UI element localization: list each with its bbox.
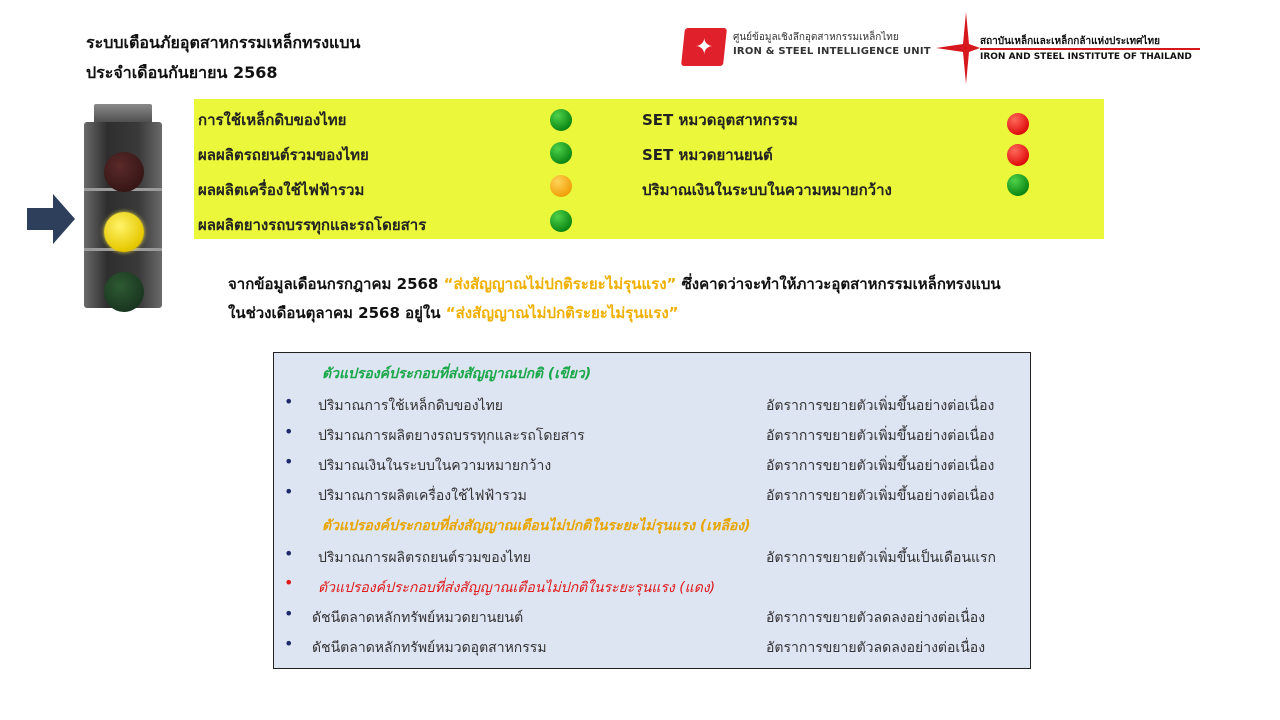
status-dot-green [550,109,572,131]
status-dot-green [550,142,572,164]
red-group-header: ตัวแปรองค์ประกอบที่ส่งสัญญาณเตือนไม่ปกติในระยะรุนแรง (แดง) [318,580,716,596]
yellow-group-header: ตัวแปรองค์ประกอบที่ส่งสัญญาณเตือนไม่ปกติในระยะไม่รุนแรง (เหลือง) [322,518,751,534]
status-dot-red [1007,144,1029,166]
summary-line-1 [228,270,1001,299]
item-value: อัตราการขยายตัวลดลงอย่างต่อเนื่อง [766,610,986,626]
item-value: อัตราการขยายตัวลดลงอย่างต่อเนื่อง [766,640,986,656]
isit-logo [936,12,1206,84]
indicator-label: SET หมวดยานยนต์ [642,146,773,164]
bullet: • [284,634,294,653]
isit-star-icon [936,12,980,84]
traffic-light [84,104,162,308]
item-label: ปริมาณการผลิตยางรถบรรทุกและรถโดยสาร [318,428,585,444]
title-line-2: ประจำเดือนกันยายน 2568 [86,63,278,82]
title-line-1: ระบบเตือนภัยอุตสาหกรรมเหล็กทรงแบน [86,33,361,52]
status-dot-green [1007,174,1029,196]
item-value: อัตราการขยายตัวเพิ่มขึ้นอย่างต่อเนื่อง [766,488,995,504]
arrow-right-icon [27,194,75,244]
red-lamp [104,152,144,192]
green-group-header: ตัวแปรองค์ประกอบที่ส่งสัญญาณปกติ (เขียว) [322,366,592,382]
list-item [274,389,1030,419]
isiu-name-th: ศูนย์ข้อมูลเชิงลึกอุตสาหกรรมเหล็กไทย [733,32,899,43]
item-label: ดัชนีตลาดหลักทรัพย์หมวดอุตสาหกรรม [312,640,547,656]
summary-line-2 [228,299,1001,328]
list-item [274,479,1030,509]
summary-text [228,270,1001,328]
bullet-red: • [284,573,294,592]
green-lamp [104,272,144,312]
bullet: • [284,452,294,471]
yellow-lamp-active [104,212,144,252]
status-dot-orange [550,175,572,197]
bullet: • [284,392,294,411]
indicator-panel [194,99,1104,239]
detail-box [273,352,1031,669]
isiu-name-en: IRON & STEEL INTELLIGENCE UNIT [733,46,931,57]
indicator-label: ผลผลิตรถยนต์รวมของไทย [198,146,369,164]
isit-divider [980,48,1200,50]
indicator-label: SET หมวดอุตสาหกรรม [642,111,798,129]
summary-text-part: จากข้อมูลเดือนกรกฎาคม 2568 [228,275,444,293]
item-value: อัตราการขยายตัวเพิ่มขึ้นอย่างต่อเนื่อง [766,428,995,444]
bullet: • [284,544,294,563]
item-value: อัตราการขยายตัวเพิ่มขึ้นอย่างต่อเนื่อง [766,398,995,414]
item-label: ปริมาณการใช้เหล็กดิบของไทย [318,398,504,414]
item-label: ดัชนีตลาดหลักทรัพย์หมวดยานยนต์ [312,610,524,626]
list-item [274,601,1030,631]
status-dot-red [1007,113,1029,135]
indicator-label: ผลผลิตยางรถบรรทุกและรถโดยสาร [198,216,427,234]
item-label: ปริมาณการผลิตเครื่องใช้ไฟฟ้ารวม [318,488,527,504]
bullet: • [284,422,294,441]
summary-highlight: “ส่งสัญญาณไม่ปกติระยะไม่รุนแรง” [443,275,677,293]
item-value: อัตราการขยายตัวเพิ่มขึ้นอย่างต่อเนื่อง [766,458,995,474]
summary-highlight: “ส่งสัญญาณไม่ปกติระยะไม่รุนแรง” [445,304,679,322]
indicator-label: ปริมาณเงินในระบบในความหมายกว้าง [642,181,892,199]
isit-name-en: IRON AND STEEL INSTITUTE OF THAILAND [980,52,1192,62]
indicator-label: การใช้เหล็กดิบของไทย [198,111,347,129]
isiu-logo [683,26,931,68]
traffic-light-body [84,122,162,308]
status-dot-green [550,210,572,232]
summary-text-part: ซึ่งคาดว่าจะทำให้ภาวะอุตสาหกรรมเหล็กทรงแบน [676,275,1001,293]
traffic-light-cap [94,104,152,124]
summary-text-part: ในช่วงเดือนตุลาคม 2568 อยู่ใน [228,304,446,322]
item-value: อัตราการขยายตัวเพิ่มขึ้นเป็นเดือนแรก [766,550,997,566]
item-label: ปริมาณการผลิตรถยนต์รวมของไทย [318,550,531,566]
indicator-label: ผลผลิตเครื่องใช้ไฟฟ้ารวม [198,181,365,199]
isit-name-th: สถาบันเหล็กและเหล็กกล้าแห่งประเทศไทย [980,36,1160,47]
page-title [86,28,360,88]
list-item [274,419,1030,449]
bullet: • [284,604,294,623]
item-label: ปริมาณเงินในระบบในความหมายกว้าง [318,458,552,474]
list-item [274,449,1030,479]
list-item [274,631,1030,661]
list-item [274,541,1030,571]
bullet: • [284,482,294,501]
isiu-star-icon: ✦ [681,28,727,66]
